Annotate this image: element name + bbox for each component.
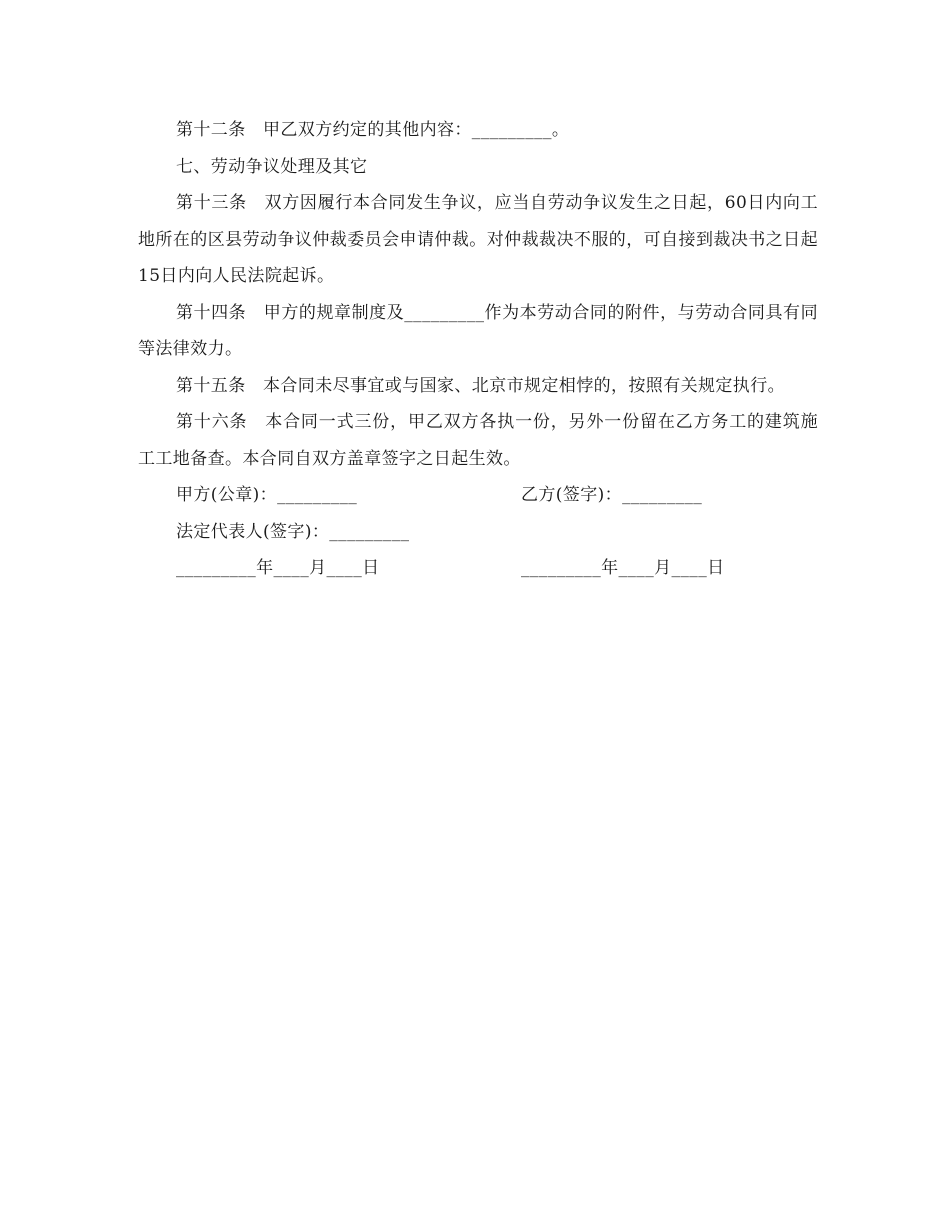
article-12: 第十二条 甲乙双方约定的其他内容：_________。 — [176, 120, 570, 140]
contract-body — [138, 112, 818, 587]
legal-rep-sign-field: 法定代表人(签字)：_________ — [176, 521, 410, 542]
party-b-sign-field: 乙方(签字)：_________ — [521, 485, 703, 505]
article-14: 第十四条 甲方的规章制度及_________作为本劳动合同的附件，与劳动合同具有同等法律效力。 — [138, 302, 818, 359]
party-a-seal-field: 甲方(公章)：_________ — [176, 485, 358, 505]
section-7-heading: 七、劳动争议处理及其它 — [176, 156, 368, 177]
signature-row-parties — [138, 477, 818, 514]
article-16: 第十六条 本合同一式三份，甲乙双方各执一份，另外一份留在乙方务工的建筑施工工地备查。本合同自双方盖章签字之日起生效。 — [138, 412, 818, 469]
article-13: 第十三条 双方因履行本合同发生争议，应当自劳动争议发生之日起，60日内向工地所在的区县劳动争议仲裁委员会申请仲裁。对仲裁裁决不服的，可自接到裁决书之日起15日内向人民法院起诉。 — [138, 193, 818, 286]
signature-row-legal-rep — [138, 514, 818, 551]
article-15: 第十五条 本合同未尽事宜或与国家、北京市规定相悖的，按照有关规定执行。 — [176, 375, 785, 396]
signature-row-dates — [138, 550, 818, 587]
date-field-party-b: _________年____月____日 — [521, 558, 725, 578]
date-field-party-a: _________年____月____日 — [176, 558, 380, 578]
